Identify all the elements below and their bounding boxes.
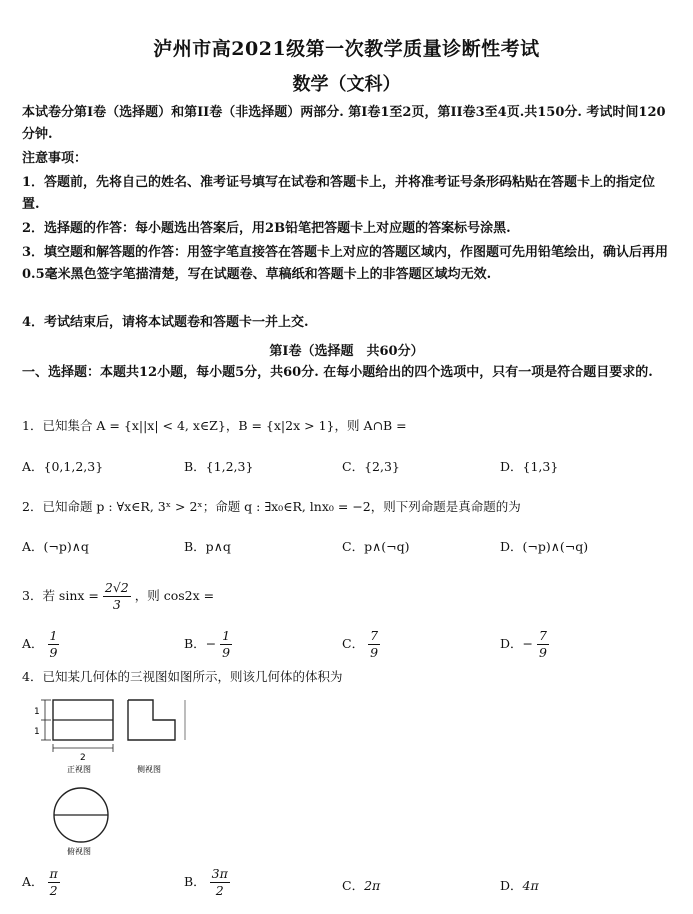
section-heading: 第I卷（选择题 共60分）	[269, 344, 424, 359]
note-2: 2．选择题的作答：每小题选出答案后，用2B铅笔把答题卡上对应题的答案标号涂黑.	[22, 221, 511, 236]
fraction-den: 9	[539, 645, 547, 660]
question-1-option-a: A．{0,1,2,3}	[22, 459, 104, 474]
question-2-option-a: A．(¬p)∧q	[22, 539, 89, 554]
top-view-label: 俯视图	[67, 847, 91, 856]
fraction-num: 7	[370, 628, 379, 643]
intro-description: 本试卷分第I卷（选择题）和第II卷（非选择题）两部分. 第I卷1至2页，第II卷3至4页.共150分. 考试时间120分钟.	[22, 105, 666, 142]
question-3-fraction	[103, 580, 131, 613]
option-fraction	[368, 628, 380, 661]
fraction-den: 9	[49, 645, 58, 660]
question-3-option-d	[500, 628, 549, 661]
question-3-fraction-num: 2√2	[104, 580, 129, 595]
option-sign: −	[205, 636, 217, 651]
question-1-stem: 1．已知集合 A = {x||x| < 4, x∈Z}，B = {x|2x > 1}，则 A∩B =	[22, 418, 407, 433]
three-view-drawing	[25, 690, 205, 860]
option-sign: −	[522, 636, 534, 651]
option-fraction	[537, 628, 549, 661]
option-fraction	[48, 628, 60, 661]
fraction-num: 3π	[211, 866, 228, 881]
question-4-option-c	[342, 876, 380, 896]
question-1-option-d: D．{1,3}	[500, 459, 559, 474]
question-1-option-c: C．{2,3}	[342, 459, 400, 474]
front-view-label: 正视图	[67, 765, 91, 774]
question-3-option-b	[184, 628, 232, 661]
option-value: 4π	[522, 878, 539, 893]
question-2-option-d: D．(¬p)∧(¬q)	[500, 539, 589, 554]
option-label: B．	[184, 874, 206, 889]
section-instruction: 一、选择题：本题共12小题，每小题5分，共60分. 在每小题给出的四个选项中，只有一项是符合题目要求的.	[22, 365, 653, 380]
option-label: A．	[22, 874, 44, 889]
dim-label-1a: 1	[34, 707, 40, 717]
exam-subject: 数学（文科）	[292, 74, 401, 95]
fraction-den: 9	[370, 645, 379, 660]
dim-label-2: 2	[80, 753, 86, 763]
question-1-option-b: B．{1,2,3}	[184, 459, 254, 474]
question-3-stem-suffix: ，则 cos2x =	[134, 588, 215, 603]
option-fraction	[48, 866, 60, 899]
option-fraction	[210, 866, 230, 899]
three-view-figure	[25, 690, 205, 860]
note-1: 1．答题前，先将自己的姓名、准考证号填写在试卷和答题卡上，并将准考证号条形码粘贴在答题卡上的指定位置.	[22, 175, 656, 212]
fraction-num: 1	[49, 628, 58, 643]
option-label: B．	[184, 636, 206, 651]
side-view-shape	[128, 700, 175, 740]
question-3-stem-prefix: 3．若 sinx =	[22, 588, 99, 603]
note-4: 4．考试结束后，请将本试题卷和答题卡一并上交.	[22, 315, 309, 330]
option-value: 2π	[364, 878, 381, 893]
fraction-den: 2	[49, 883, 58, 898]
option-label: D．	[500, 636, 523, 651]
note-3: 3．填空题和解答题的作答：用签字笔直接答在答题卡上对应的答题区域内，作图题可先用铅笔绘出，确认后再用0.5毫米黑色签字笔描清楚，写在试题卷、草稿纸和答题卡上的非答题区域均无效.	[22, 245, 669, 282]
fraction-num: 7	[539, 628, 547, 643]
notes-title: 注意事项：	[22, 151, 88, 166]
question-4-option-b	[184, 866, 230, 899]
dim-label-1b: 1	[34, 727, 40, 737]
question-3-stem	[22, 580, 672, 613]
question-2-stem: 2．已知命题 p : ∀x∈R, 3ˣ > 2ˣ；命题 q : ∃x₀∈R, lnx₀ = −2，则下列命题是真命题的为	[22, 499, 521, 514]
question-3-option-a	[22, 628, 59, 661]
exam-title: 泸州市高2021级第一次教学质量诊断性考试	[153, 38, 540, 60]
option-label: D．	[500, 878, 523, 893]
fraction-num: π	[49, 866, 58, 881]
option-fraction	[220, 628, 232, 661]
fraction-den: 2	[215, 883, 224, 898]
question-4-option-d	[500, 876, 539, 896]
option-label: C．	[342, 878, 365, 893]
question-4-stem: 4．已知某几何体的三视图如图所示，则该几何体的体积为	[22, 669, 343, 684]
question-2-option-b: B．p∧q	[184, 539, 231, 554]
question-4-option-a	[22, 866, 60, 899]
question-3-option-c	[342, 628, 380, 661]
side-view-label: 侧视图	[137, 765, 161, 774]
question-2-option-c: C．p∧(¬q)	[342, 539, 410, 554]
option-label: A．	[22, 636, 44, 651]
fraction-num: 1	[222, 628, 231, 643]
fraction-den: 9	[222, 645, 231, 660]
question-3-fraction-den: 3	[112, 597, 121, 612]
option-label: C．	[342, 636, 365, 651]
